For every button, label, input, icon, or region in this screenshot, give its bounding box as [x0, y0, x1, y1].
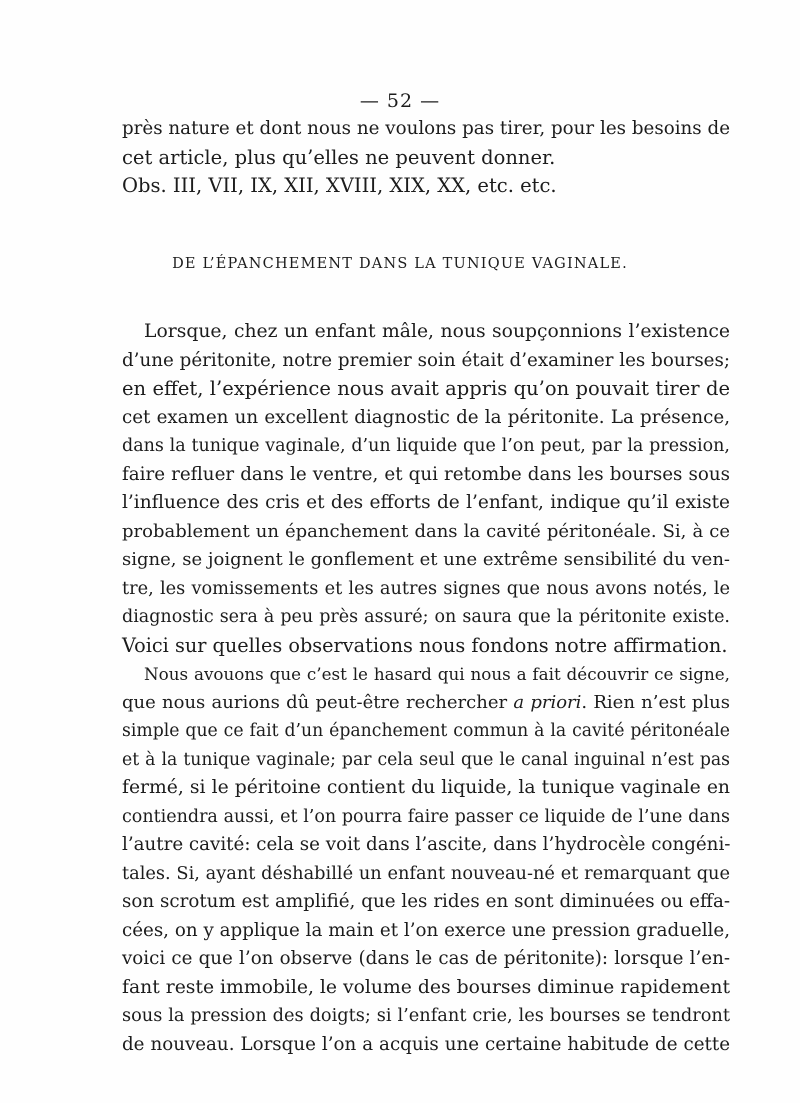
text-line: cet article, plus qu’elles ne peuvent donner.	[122, 145, 556, 169]
text-line: probablement un épanchement dans la cavité péritonéale. Si, à ce	[122, 520, 730, 542]
text-line: simple que ce fait d’un épanchement commun à la cavité péritonéale	[122, 721, 730, 741]
text-line: de nouveau. Lorsque l’on a acquis une certaine habitude de cette	[122, 1033, 730, 1055]
text-line: son scrotum est amplifié, que les rides en sont diminuées ou effa-	[122, 891, 730, 912]
text-line: près nature et dont nous ne voulons pas tirer, pour les besoins de	[122, 118, 730, 139]
text-line: voici ce que l’on observe (dans le cas de péritonite): lorsque l’en-	[122, 948, 730, 969]
observation-references: Obs. III, VII, IX, XII, XVIII, XIX, XX, etc. etc.	[122, 174, 557, 197]
italic-phrase: a priori	[513, 691, 582, 713]
text-line: l’autre cavité: cela se voit dans l’ascite, dans l’hydrocèle congéni-	[122, 834, 731, 855]
text-line: dans la tunique vaginale, d’un liquide que l’on peut, par la pression,	[122, 436, 730, 456]
text-line: tre, les vomissements et les autres signes que nous avons notés, le	[122, 578, 730, 599]
text-line: Nous avouons que c’est le hasard qui nous a fait découvrir ce signe,	[144, 664, 730, 684]
text-line: tales. Si, ayant déshabillé un enfant nouveau-né et remarquant que	[122, 863, 730, 884]
text-line: d’une péritonite, notre premier soin était d’examiner les bourses;	[122, 349, 730, 371]
text-line: en effet, l’expérience nous avait appris qu’on pouvait tirer de	[122, 377, 730, 400]
text-line: cet examen un excellent diagnostic de la péritonite. La présence,	[122, 406, 730, 428]
intro-paragraph	[122, 115, 730, 201]
text-line: signe, se joignent le gonflement et une extrême sensibilité du ven-	[122, 549, 730, 570]
text-line: l’influence des cris et des efforts de l’enfant, indique qu’il existe	[122, 492, 730, 513]
text-line: fant reste immobile, le volume des bourses diminue rapidement	[122, 976, 730, 998]
text-line: contiendra aussi, et l’on pourra faire passer ce liquide de l’une dans	[122, 806, 730, 827]
text-line: Voici sur quelles observations nous fondons notre affirmation.	[122, 633, 728, 657]
section-heading: DE L’ÉPANCHEMENT DANS LA TUNIQUE VAGINALE.	[172, 256, 628, 272]
text-line: faire refluer dans le ventre, et qui retombe dans les bourses sous	[122, 463, 730, 485]
body-paragraph	[122, 318, 730, 1059]
text-line: cées, on y applique la main et l’on exerce une pression graduelle,	[122, 919, 730, 941]
text-line: Lorsque, chez un enfant mâle, nous soupçonnions l’existence	[144, 321, 730, 342]
text-line: fermé, si le péritoine contient du liquide, la tunique vaginale en	[122, 777, 730, 798]
text-line-with-italic	[122, 689, 730, 718]
text-segment: . Rien n’est plus	[581, 691, 730, 713]
text-segment: que nous aurions dû peut-être rechercher	[122, 691, 508, 713]
page-number: — 52 —	[359, 90, 441, 112]
text-line: diagnostic sera à peu près assuré; on saura que la péritonite existe.	[122, 607, 730, 627]
text-line: sous la pression des doigts; si l’enfant crie, les bourses se tendront	[122, 1006, 730, 1026]
text-line: et à la tunique vaginale; par cela seul que le canal inguinal n’est pas	[122, 749, 730, 770]
